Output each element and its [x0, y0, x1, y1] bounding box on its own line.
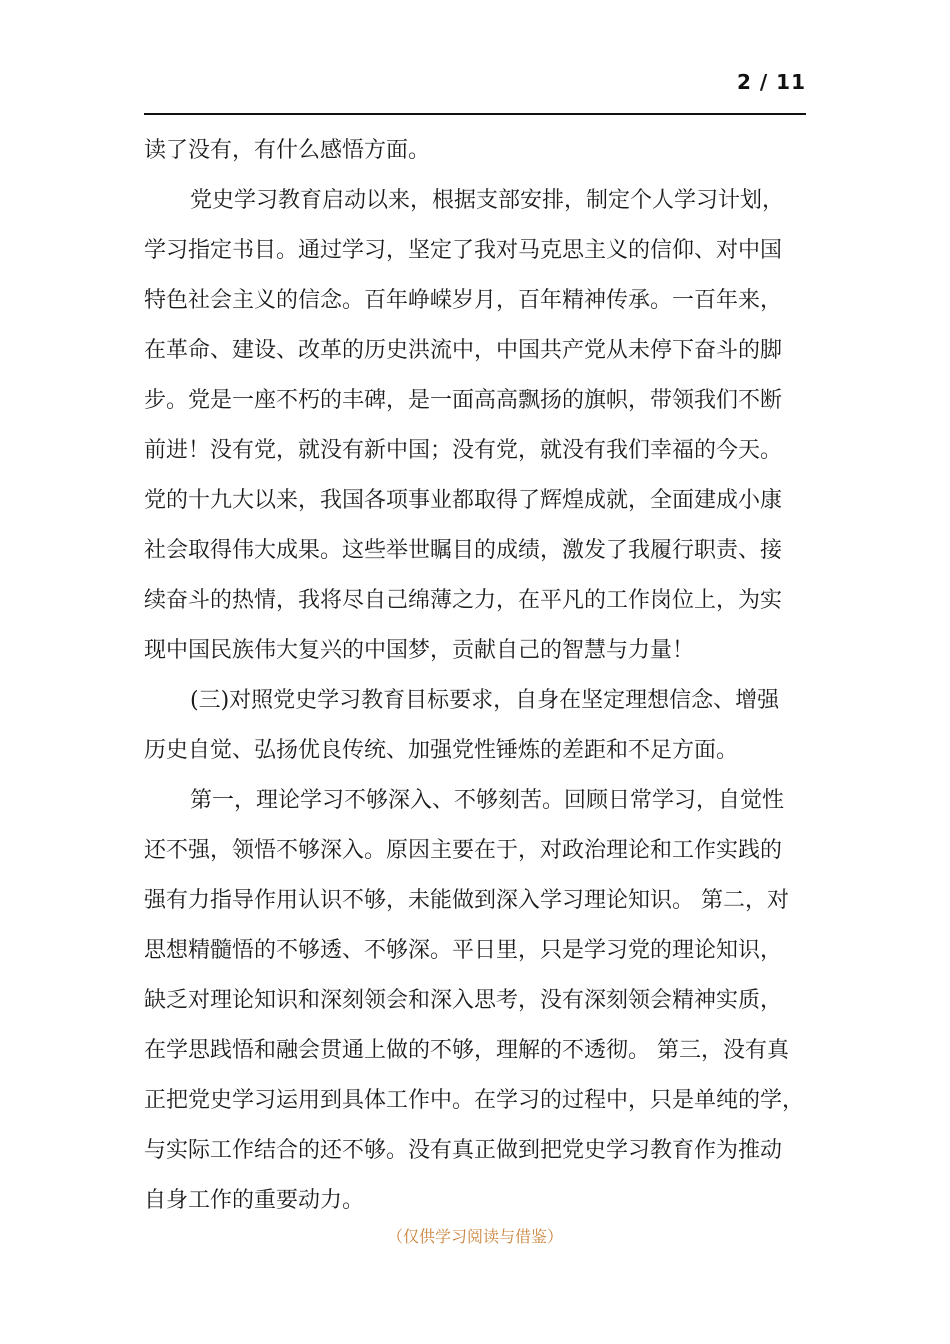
body-line: 前进！没有党，就没有新中国；没有党，就没有我们幸福的今天。 — [144, 438, 783, 463]
body-line: 在学思践悟和融会贯通上做的不够，理解的不透彻。 第三，没有真 — [144, 1038, 789, 1063]
body-line: 现中国民族伟大复兴的中国梦，贡献自己的智慧与力量！ — [144, 638, 695, 663]
page-number: 2 / 11 — [737, 70, 806, 94]
paragraph-start-line: 第一，理论学习不够深入、不够刻苦。回顾日常学习，自觉性 — [190, 788, 785, 813]
body-line: 思想精髓悟的不够透、不够深。平日里，只是学习党的理论知识， — [144, 938, 783, 963]
section-heading-line: (三)对照党史学习教育目标要求，自身在坚定理想信念、增强 — [190, 688, 780, 713]
body-line: 还不强，领悟不够深入。原因主要在于，对政治理论和工作实践的 — [144, 838, 783, 863]
body-line: 在革命、建设、改革的历史洪流中，中国共产党从未停下奋斗的脚 — [144, 338, 783, 363]
body-line: 步。党是一座不朽的丰碑，是一面高高飘扬的旗帜，带领我们不断 — [144, 388, 783, 413]
body-line: 续奋斗的热情，我将尽自己绵薄之力，在平凡的工作岗位上，为实 — [144, 588, 783, 613]
body-line: 与实际工作结合的还不够。没有真正做到把党史学习教育作为推动 — [144, 1138, 783, 1163]
body-line: 自身工作的重要动力。 — [144, 1188, 365, 1213]
body-line: 强有力指导作用认识不够，未能做到深入学习理论知识。 第二，对 — [144, 888, 789, 913]
body-line: 缺乏对理论知识和深刻领会和深入思考，没有深刻领会精神实质， — [144, 988, 783, 1013]
body-line: 读了没有，有什么感悟方面。 — [144, 138, 431, 163]
body-line: 历史自觉、弘扬优良传统、加强党性锤炼的差距和不足方面。 — [144, 738, 739, 763]
footer-disclaimer: （仅供学习阅读与借鉴） — [386, 1227, 563, 1246]
body-line: 党的十九大以来，我国各项事业都取得了辉煌成就，全面建成小康 — [144, 488, 783, 513]
body-line: 学习指定书目。通过学习，坚定了我对马克思主义的信仰、对中国 — [144, 238, 783, 263]
body-line: 正把党史学习运用到具体工作中。在学习的过程中，只是单纯的学， — [144, 1088, 805, 1113]
paragraph-start-line: 党史学习教育启动以来，根据支部安排，制定个人学习计划， — [190, 188, 785, 213]
body-line: 社会取得伟大成果。这些举世瞩目的成绩，激发了我履行职责、接 — [144, 538, 783, 563]
body-line: 特色社会主义的信念。百年峥嵘岁月，百年精神传承。一百年来， — [144, 288, 783, 313]
document-body — [144, 126, 812, 1226]
header-divider — [144, 113, 806, 115]
